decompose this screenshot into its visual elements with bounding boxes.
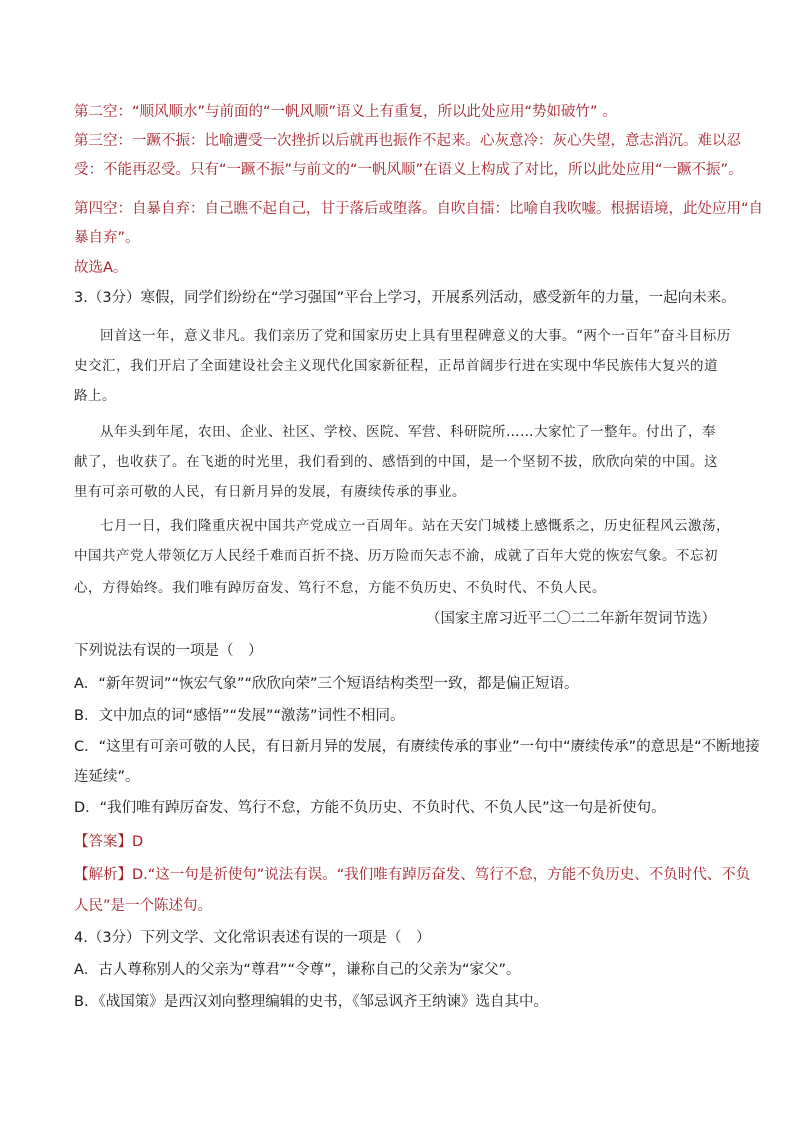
- analysis-tag: 【解析】: [74, 867, 132, 883]
- analysis-q2-blank3-line2: 受：不能再忍受。只有“一蹶不振”与前文的“一帆风顺”在语义上构成了对比，所以此处应用“一蹶不振”。: [74, 162, 743, 178]
- question-4-stem: 4.（3分）下列文学、文化常识表述有误的一项是（ ）: [74, 930, 431, 946]
- question-4-option-b: B．《战国策》是西汉刘向整理编辑的史书，《邹忌讽齐王纳谏》选自其中。: [74, 994, 548, 1010]
- passage-p3-line2: 中国共产党人带领亿万人民经千难而百折不挠、历万险而矢志不渝，成就了百年大党的恢宏气象。不忘初: [74, 548, 718, 564]
- analysis-q2-conclusion: 故选A。: [74, 260, 128, 276]
- analysis-text: D.“这一句是祈使句”说法有误。“我们唯有踔厉奋发、笃行不怠，方能不负历史、不负时代、不负: [132, 867, 751, 883]
- question-3-prompt: 下列说法有误的一项是（ ）: [74, 643, 263, 659]
- question-3-option-c-line2: 连延续”。: [74, 769, 140, 785]
- analysis-q2-blank3-line1: 第三空：一蹶不振：比喻遭受一次挫折以后就再也振作不起来。心灰意冷：灰心失望，意志消沉。难以忍: [74, 133, 741, 149]
- passage-p3-line3: 心，方得始终。我们唯有踔厉奋发、笃行不怠，方能不负历史、不负时代、不负人民。: [74, 580, 606, 596]
- analysis-q2-blank4-line1: 第四空：自暴自弃：自己瞧不起自己，甘于落后或堕落。自吹自擂：比喻自我吹嘘。根据语境，此处应用“自: [74, 201, 764, 217]
- analysis-q2-blank4-line2: 暴自弃”。: [74, 230, 140, 246]
- passage-p2-line1: 从年头到年尾，农田、企业、社区、学校、医院、军营、科研院所……大家忙了一整年。付出了，奉: [100, 424, 716, 440]
- question-3-analysis-line2: 人民”是一个陈述句。: [74, 898, 213, 914]
- analysis-q2-blank2: 第二空：“顺风顺水”与前面的“一帆风顺”语义上有重复，所以此处应用“势如破竹” 。: [74, 104, 617, 120]
- question-4-option-a: A．古人尊称别人的父亲为“尊君”“令尊”，谦称自己的父亲为“家父”。: [74, 962, 521, 978]
- answer-value: D: [132, 834, 144, 850]
- passage-p1-line3: 路上。: [74, 388, 116, 404]
- passage-p2-line3: 里有可亲可敬的人民，有日新月异的发展，有赓续传承的事业。: [74, 484, 466, 500]
- passage-p1-line1: 回首这一年，意义非凡。我们亲历了党和国家历史上具有里程碑意义的大事。“两个一百年”奋斗目标历: [100, 328, 731, 344]
- passage-p2-line2: 献了，也收获了。在飞逝的时光里，我们看到的、感悟到的中国，是一个坚韧不拔，欣欣向荣的中国。这: [74, 454, 718, 470]
- question-3-answer: [74, 832, 143, 852]
- passage-source: （国家主席习近平二〇二二年新年贺词节选）: [426, 611, 716, 627]
- question-3-option-d: D．“我们唯有踔厉奋发、笃行不怠，方能不负历史、不负时代、不负人民”这一句是祈使句。: [74, 800, 666, 816]
- answer-tag: 【答案】: [74, 834, 132, 850]
- passage-p3-line1: 七月一日，我们隆重庆祝中国共产党成立一百周年。站在天安门城楼上感慨系之，历史征程风云激荡，: [100, 518, 730, 534]
- question-3-option-a: A．“新年贺词”“恢宏气象”“欣欣向荣”三个短语结构类型一致，都是偏正短语。: [74, 676, 579, 692]
- question-3-analysis-line1: [74, 865, 750, 885]
- question-3-option-b: B．文中加点的词“感悟”“发展”“激荡”词性不相同。: [74, 708, 405, 724]
- passage-p1-line2: 史交汇，我们开启了全面建设社会主义现代化国家新征程，正昂首阔步行进在实现中华民族伟大复兴的道: [74, 358, 718, 374]
- question-3-option-c-line1: C．“这里有可亲可敬的人民，有日新月异的发展，有赓续传承的事业”一句中“赓续传承”的意思是“不断地接: [74, 739, 760, 755]
- question-3-stem: 3.（3分）寒假，同学们纷纷在“学习强国”平台上学习，开展系列活动，感受新年的力量，一起向未来。: [74, 290, 736, 306]
